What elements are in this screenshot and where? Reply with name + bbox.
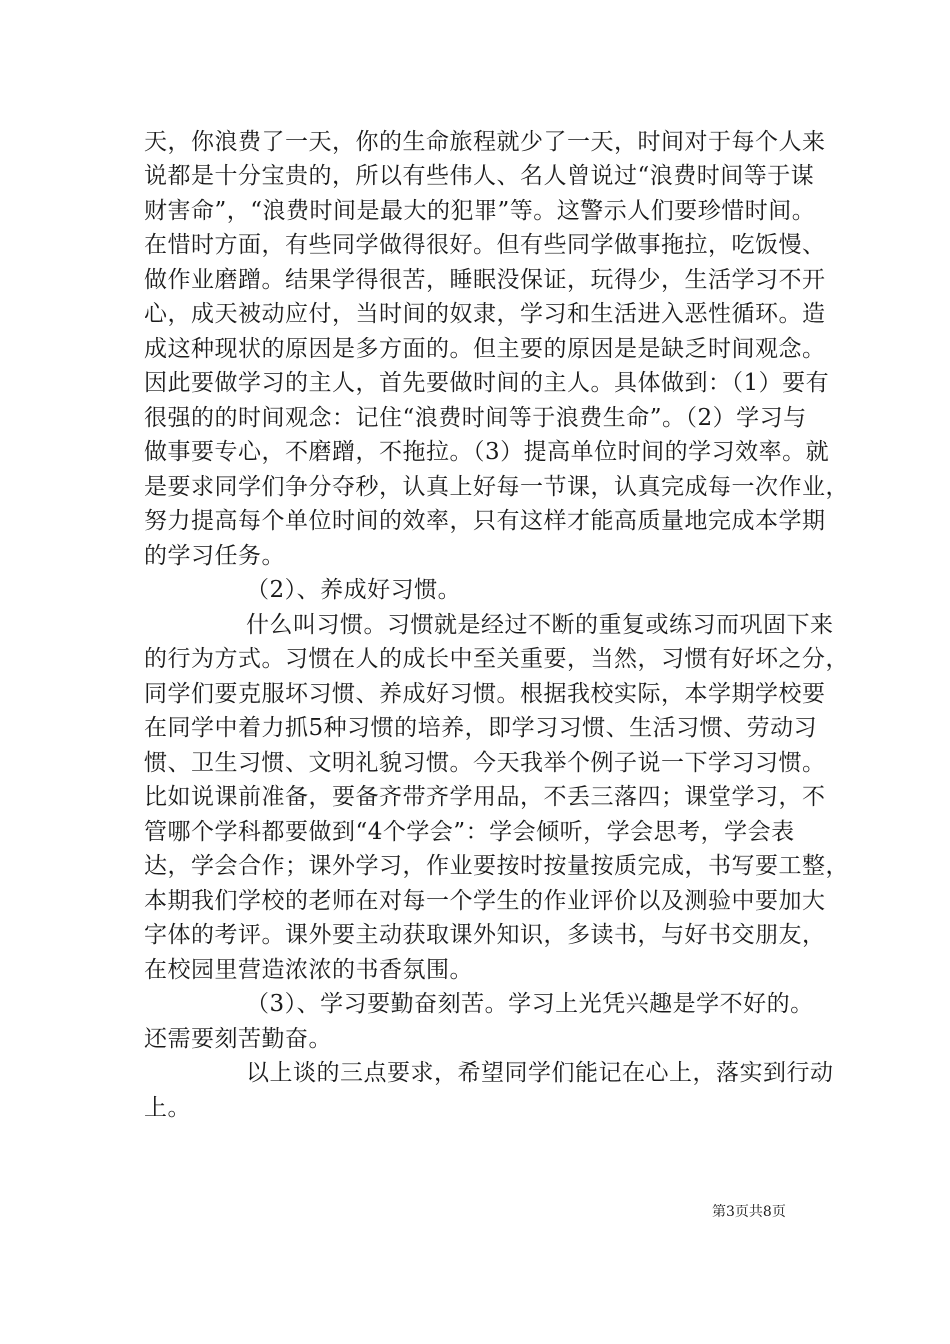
text-line: 什么叫习惯。习惯就是经过不断的重复或练习而巩固下来 (246, 612, 834, 638)
text-line: 本期我们学校的老师在对每一个学生的作业评价以及测验中要加大 (144, 888, 826, 914)
text-line: 在同学中着力抓5种习惯的培养，即学习习惯、生活习惯、劳动习 (144, 715, 818, 741)
text-line: 成这种现状的原因是多方面的。但主要的原因是是缺乏时间观念。 (144, 336, 826, 362)
text-line: 天，你浪费了一天，你的生命旅程就少了一天，时间对于每个人来 (144, 129, 826, 155)
section-heading-2: （2）、养成好习惯。 (246, 577, 462, 603)
text-line: 很强的的时间观念：记住“浪费时间等于浪费生命”。（2）学习与 (144, 405, 807, 431)
page-number: 第3页共8页 (712, 1204, 786, 1220)
text-line: 字体的考评。课外要主动获取课外知识，多读书，与好书交朋友， (144, 922, 826, 948)
text-line: 心，成天被动应付，当时间的奴隶，学习和生活进入恶性循环。造 (144, 301, 826, 327)
text-line: 上。 (144, 1095, 191, 1121)
text-line: 惯、卫生习惯、文明礼貌习惯。今天我举个例子说一下学习习惯。 (144, 750, 826, 776)
text-line: 以上谈的三点要求，希望同学们能记在心上，落实到行动 (246, 1060, 834, 1086)
text-line: 努力提高每个单位时间的效率，只有这样才能高质量地完成本学期 (144, 508, 826, 534)
text-line: 比如说课前准备，要备齐带齐学用品，不丢三落四；课堂学习，不 (144, 784, 826, 810)
text-line: 同学们要克服坏习惯、养成好习惯。根据我校实际，本学期学校要 (144, 681, 826, 707)
text-line: 的学习任务。 (144, 543, 285, 569)
text-line: 财害命”，“浪费时间是最大的犯罪”等。这警示人们要珍惜时间。 (144, 198, 816, 224)
section-heading-3: （3）、学习要勤奋刻苦。学习上光凭兴趣是学不好的。 (246, 991, 814, 1017)
text-line: 说都是十分宝贵的，所以有些伟人、名人曾说过“浪费时间等于谋 (144, 163, 815, 189)
text-line: 是要求同学们争分夺秒，认真上好每一节课，认真完成每一次作业， (144, 474, 849, 500)
text-line: 管哪个学科都要做到“4个学会”：学会倾听，学会思考，学会表 (144, 819, 795, 845)
text-line: 在惜时方面，有些同学做得很好。但有些同学做事拖拉，吃饭慢、 (144, 232, 826, 258)
text-line: 达，学会合作；课外学习，作业要按时按量按质完成，书写要工整， (144, 853, 849, 879)
text-line: 做作业磨蹭。结果学得很苦，睡眠没保证，玩得少，生活学习不开 (144, 267, 826, 293)
text-line: 的行为方式。习惯在人的成长中至关重要，当然，习惯有好坏之分， (144, 646, 849, 672)
text-line: 做事要专心，不磨蹭，不拖拉。（3）提高单位时间的学习效率。就 (144, 439, 830, 465)
text-line: 在校园里营造浓浓的书香氛围。 (144, 957, 473, 983)
text-line: 因此要做学习的主人，首先要做时间的主人。具体做到：（1）要有 (144, 370, 830, 396)
text-line: 还需要刻苦勤奋。 (144, 1026, 332, 1052)
